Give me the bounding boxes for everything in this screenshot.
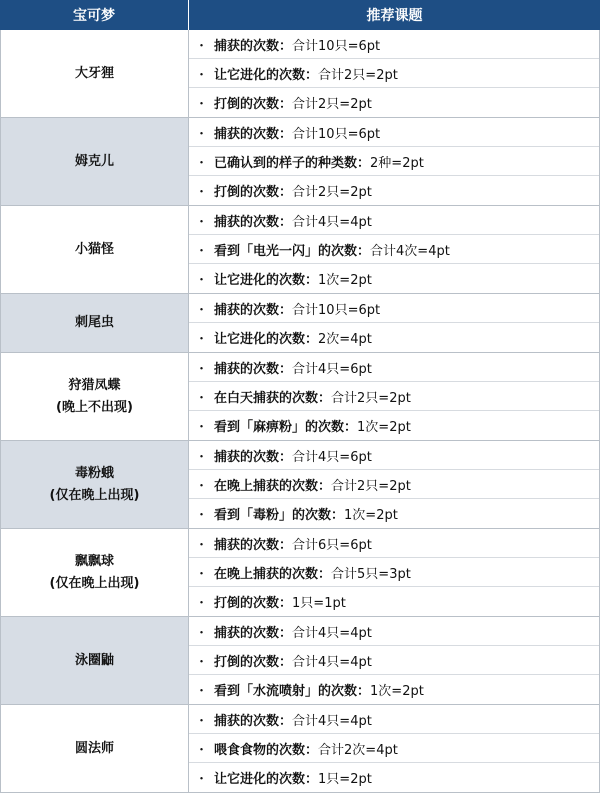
task-list <box>189 30 600 117</box>
task-label: 看到「电光一闪」的次数： <box>214 243 371 259</box>
task-item <box>189 646 599 675</box>
pokemon-name-cell <box>0 529 189 616</box>
task-value: 合计10只=6pt <box>292 38 381 54</box>
task-value: 合计4只=4pt <box>292 214 372 230</box>
task-label: 打倒的次数： <box>214 97 293 112</box>
task-value: 合计10只=6pt <box>292 126 381 142</box>
bullet-icon: ・ <box>195 243 209 259</box>
task-list <box>189 529 600 616</box>
header-pokemon: 宝可梦 <box>0 0 189 30</box>
header-tasks: 推荐课题 <box>366 8 423 24</box>
task-item <box>189 382 599 411</box>
task-value: 合计2只=2pt <box>331 478 411 494</box>
bullet-icon: ・ <box>195 97 209 112</box>
task-value: 2次=4pt <box>318 332 372 347</box>
task-label: 捕获的次数： <box>214 449 293 465</box>
pokemon-name-cell <box>0 441 189 528</box>
task-item <box>189 118 599 147</box>
bullet-icon: ・ <box>195 361 209 377</box>
task-item <box>189 147 599 176</box>
pokemon-name: 飘飘球 <box>74 553 114 569</box>
bullet-icon: ・ <box>195 38 209 54</box>
task-label: 捕获的次数： <box>214 713 293 729</box>
task-label: 捕获的次数： <box>214 302 293 318</box>
bullet-icon: ・ <box>195 596 209 611</box>
task-value: 合计6只=6pt <box>292 537 372 553</box>
task-item <box>189 235 599 264</box>
task-label: 看到「毒粉」的次数： <box>214 508 345 523</box>
task-item <box>189 264 599 293</box>
pokemon-name: 刺尾虫 <box>74 315 114 330</box>
pokemon-row <box>0 294 600 353</box>
bullet-icon: ・ <box>195 273 209 288</box>
task-item <box>189 617 599 646</box>
bullet-icon: ・ <box>195 713 209 729</box>
task-label: 捕获的次数： <box>214 126 293 142</box>
task-value: 合计4只=6pt <box>292 361 372 377</box>
pokemon-name-cell <box>0 118 189 205</box>
task-label: 已确认到的样子的种类数： <box>214 155 371 171</box>
bullet-icon: ・ <box>195 420 209 435</box>
task-item <box>189 176 599 205</box>
pokemon-name: (仅在晚上出现) <box>49 487 140 503</box>
bullet-icon: ・ <box>195 449 209 465</box>
task-value: 合计10只=6pt <box>292 302 381 318</box>
pokemon-row <box>0 118 600 206</box>
task-label: 捕获的次数： <box>214 214 293 230</box>
task-item <box>189 30 599 59</box>
task-label: 在晚上捕获的次数： <box>214 478 332 494</box>
task-label: 打倒的次数： <box>214 654 293 670</box>
pokemon-name-cell <box>0 353 189 440</box>
bullet-icon: ・ <box>195 155 209 171</box>
task-label: 在晚上捕获的次数： <box>214 566 332 582</box>
pokemon-name: 姆克儿 <box>74 153 114 169</box>
task-item <box>189 88 599 117</box>
task-label: 让它进化的次数： <box>214 332 319 347</box>
bullet-icon: ・ <box>195 185 209 200</box>
task-value: 合计2只=2pt <box>292 97 372 112</box>
pokemon-name: 小猫怪 <box>74 241 114 257</box>
task-value: 1次=2pt <box>357 420 411 435</box>
task-value: 合计4只=4pt <box>292 713 372 729</box>
task-list <box>189 294 600 352</box>
pokemon-name-cell <box>0 206 189 293</box>
task-list <box>189 206 600 293</box>
task-item <box>189 353 599 382</box>
task-list <box>189 441 600 528</box>
pokemon-name-cell <box>0 30 189 117</box>
pokemon-name: (晚上不出现) <box>56 399 133 415</box>
bullet-icon: ・ <box>195 67 209 83</box>
task-item <box>189 675 599 704</box>
pokemon-name: 大牙狸 <box>74 65 114 81</box>
bullet-icon: ・ <box>195 566 209 582</box>
task-label: 看到「麻痹粉」的次数： <box>214 420 358 435</box>
task-label: 让它进化的次数： <box>214 772 319 787</box>
task-value: 合计2只=2pt <box>331 390 411 406</box>
task-item <box>189 470 599 499</box>
task-item <box>189 705 599 734</box>
task-label: 捕获的次数： <box>214 625 293 641</box>
task-value: 1只=2pt <box>318 772 372 787</box>
pokemon-name: 圆法师 <box>74 740 114 756</box>
pokemon-name: 毒粉蛾 <box>74 465 114 481</box>
task-value: 1次=2pt <box>318 273 372 288</box>
task-value: 合计4次=4pt <box>370 243 450 259</box>
bullet-icon: ・ <box>195 508 209 523</box>
task-item <box>189 558 599 587</box>
bullet-icon: ・ <box>195 625 209 641</box>
task-item <box>189 411 599 440</box>
task-value: 合计4只=4pt <box>292 625 372 641</box>
bullet-icon: ・ <box>195 654 209 670</box>
task-label: 捕获的次数： <box>214 537 293 553</box>
task-item <box>189 587 599 616</box>
task-value: 合计2只=2pt <box>292 185 372 200</box>
bullet-icon: ・ <box>195 214 209 230</box>
bullet-icon: ・ <box>195 537 209 553</box>
bullet-icon: ・ <box>195 742 209 758</box>
task-item <box>189 441 599 470</box>
bullet-icon: ・ <box>195 302 209 318</box>
task-value: 合计2次=4pt <box>318 742 398 758</box>
task-value: 合计4只=6pt <box>292 449 372 465</box>
task-item <box>189 323 599 352</box>
task-label: 捕获的次数： <box>214 38 293 54</box>
bullet-icon: ・ <box>195 478 209 494</box>
pokemon-name: 泳圈鼬 <box>74 652 114 668</box>
bullet-icon: ・ <box>195 390 209 406</box>
task-item <box>189 59 599 88</box>
task-list <box>189 617 600 704</box>
pokemon-row <box>0 617 600 705</box>
table-body <box>0 30 600 793</box>
pokemon-name: 狩猎凤蝶 <box>68 377 121 393</box>
task-label: 让它进化的次数： <box>214 67 319 83</box>
task-label: 捕获的次数： <box>214 361 293 377</box>
task-label: 打倒的次数： <box>214 185 293 200</box>
task-item <box>189 734 599 763</box>
task-item <box>189 529 599 558</box>
task-value: 2种=2pt <box>370 155 424 171</box>
task-item <box>189 294 599 323</box>
pokemon-row <box>0 353 600 441</box>
pokemon-row <box>0 705 600 793</box>
task-value: 合计4只=4pt <box>292 654 372 670</box>
task-list <box>189 353 600 440</box>
pokemon-row <box>0 529 600 617</box>
task-value: 1次=2pt <box>344 508 398 523</box>
bullet-icon: ・ <box>195 772 209 787</box>
pokemon-name-cell <box>0 617 189 704</box>
pokemon-name-cell <box>0 705 189 792</box>
task-item <box>189 763 599 792</box>
task-list <box>189 705 600 792</box>
task-label: 打倒的次数： <box>214 596 293 611</box>
task-item <box>189 499 599 528</box>
task-list <box>189 118 600 205</box>
pokemon-row <box>0 30 600 118</box>
pokemon-row <box>0 441 600 529</box>
task-value: 合计2只=2pt <box>318 67 398 83</box>
task-label: 看到「水流喷射」的次数： <box>214 684 371 699</box>
task-label: 喂食食物的次数： <box>214 742 319 758</box>
task-label: 在白天捕获的次数： <box>214 390 332 406</box>
task-value: 1次=2pt <box>370 684 424 699</box>
bullet-icon: ・ <box>195 332 209 347</box>
table-header <box>0 0 600 30</box>
task-item <box>189 206 599 235</box>
task-value: 合计5只=3pt <box>331 566 411 582</box>
task-value: 1只=1pt <box>292 596 346 611</box>
pokemon-name-cell <box>0 294 189 352</box>
bullet-icon: ・ <box>195 684 209 699</box>
bullet-icon: ・ <box>195 126 209 142</box>
task-label: 让它进化的次数： <box>214 273 319 288</box>
pokemon-name: (仅在晚上出现) <box>49 575 140 591</box>
pokemon-row <box>0 206 600 294</box>
